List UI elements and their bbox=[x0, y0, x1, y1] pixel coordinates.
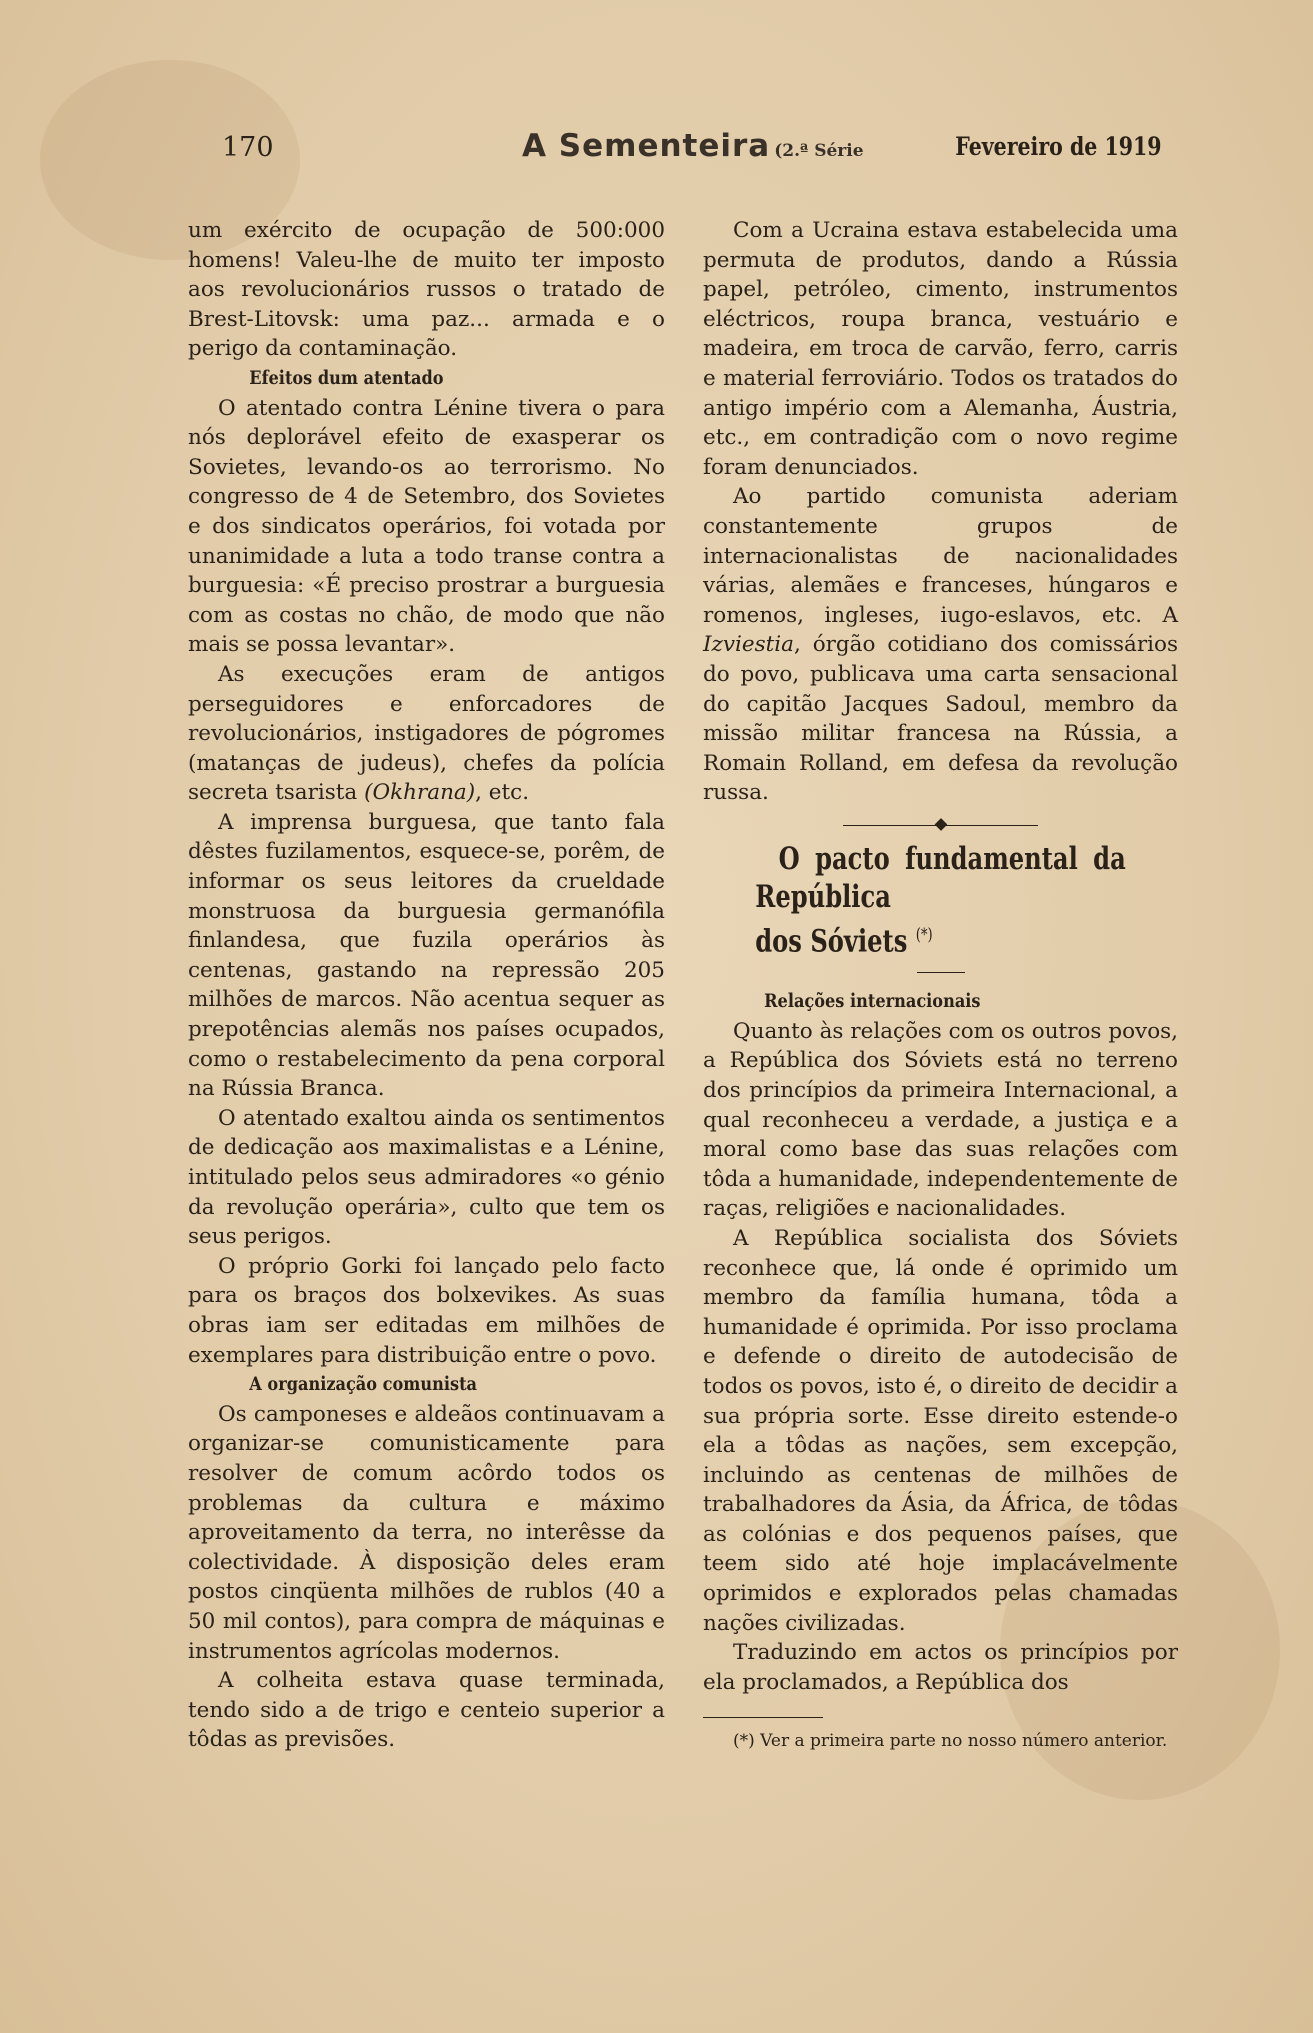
ornamental-divider bbox=[703, 814, 1178, 836]
footnote-mark: (*) bbox=[915, 924, 933, 945]
page-number: 170 bbox=[222, 132, 274, 163]
paragraph: O atentado contra Lénine tivera o para nós deplorável efeito de exasperar os Sovietes, levando-os ao terrorismo. No congresso de 4 de Setembro, dos Sovietes e dos sindicatos operários, foi votada por unanimidade a luta a todo transe contra a burguesia: «É preciso prostrar a burguesia com as costas no chão, de modo que não mais se possa levantar». bbox=[188, 395, 665, 658]
paragraph-text: As execuções eram de antigos perseguidores e enforcadores de revolucionários, instigadores de pógromes (matanças de judeus), chefes da polícia secreta tsarista bbox=[188, 661, 665, 806]
paragraph: Com a Ucraina estava estabelecida uma permuta de produtos, dando a Rússia papel, petróleo, cimento, instrumentos eléctricos, roupa branca, vestuário e madeira, em troca de carvão, ferro, carris e material ferroviário. Todos os tratados do antigo império com a Alemanha, Áustria, etc., em contradição com o novo regime foram denunciados. bbox=[703, 218, 1178, 480]
journal-title bbox=[522, 128, 864, 164]
article-title-line1: O pacto fundamental da República bbox=[755, 840, 1126, 915]
paragraph: A colheita estava quase terminada, tendo sido a de trigo e centeio superior a tôdas as previsões. bbox=[188, 1668, 665, 1753]
paragraph: A imprensa burguesa, que tanto fala dêstes fuzilamentos, esquece-se, porêm, de informar os seus leitores da crueldade monstruosa da burguesia germanófila finlandesa, que fuzila operários às centenas, gastando na repressão 205 milhões de marcos. Não acentua sequer as prepotências alemãs nos países ocupados, como o restabelecimento da pena corporal na Rússia Branca. bbox=[188, 809, 665, 1102]
right-column bbox=[703, 216, 1178, 1753]
paragraph: Os camponeses e aldeãos continuavam a organizar-se comunisticamente para resolver de comum acôrdo todos os problemas da cultura e máximo aproveitamento da terra, no interêsse da colectividade. À disposição deles eram postos cinqüenta milhões de rublos (40 a 50 mil contos), para compra de máquinas e instrumentos agrícolas modernos. bbox=[188, 1401, 665, 1664]
paragraph: um exército de ocupação de 500:000 homens! Valeu-lhe de muito ter imposto aos revolucionários russos o tratado de Brest-Litovsk: uma paz... armada e o perigo da contaminação. bbox=[188, 218, 665, 362]
divider-diamond bbox=[934, 818, 947, 831]
italic-term: (Okhrana) bbox=[364, 780, 476, 806]
paragraph: Quanto às relações com os outros povos, a República dos Sóviets está no terreno dos princípios da primeira Internacional, a qual reconheceu a verdade, a justiça e a moral como base das suas relações com tôda a humanidade, independentemente de raças, religiões e nacionalidades. bbox=[703, 1018, 1178, 1222]
paragraph-text: Ao partido comunista aderiam constantemente grupos de internacionalistas de nacionalidades várias, alemães e franceses, húngaros e romenos, ingleses, iugo-eslavos, etc. A bbox=[703, 484, 1178, 628]
footnote-rule bbox=[703, 1717, 823, 1718]
italic-term: Izviestia bbox=[703, 632, 794, 658]
paragraph-text: , etc. bbox=[475, 780, 530, 806]
section-subhead: Efeitos dum atentado bbox=[249, 366, 444, 389]
left-column bbox=[188, 216, 665, 1755]
paragraph bbox=[703, 482, 1178, 808]
journal-title-text: A Sementeira bbox=[522, 128, 771, 164]
paragraph: A República socialista dos Sóviets reconhece que, lá onde é oprimido um membro da família humana, tôda a humanidade é oprimida. Por isso proclama e defende o direito de autodecisão de todos os povos, isto é, o direito de decidir a sua própria sorte. Esse direito estende-o ela a tôdas as nações, sem excepção, incluindo as centenas de milhões de trabalhadores da Ásia, da África, de tôdas as colónias e dos pequenos países, que teem sido até hoje implacávelmente oprimidos e explorados pelas chamadas nações civilizadas. bbox=[703, 1225, 1178, 1636]
issue-date: Fevereiro de 1919 bbox=[955, 132, 1162, 161]
footnote: (*) Ver a primeira parte no nosso número anterior. bbox=[733, 1731, 1168, 1752]
paragraph: Traduzindo em actos os princípios por ela proclamados, a República dos bbox=[703, 1640, 1178, 1695]
section-subhead: A organização comunista bbox=[249, 1373, 478, 1396]
series-label: (2.ª Série bbox=[774, 141, 864, 161]
paragraph-text: , órgão cotidiano dos comissários do povo, publicava uma carta sensacional do capitão Jacques Sadoul, membro da missão militar francesa na Rússia, a Romain Rolland, em defesa da revolução russa. bbox=[703, 632, 1178, 806]
article-title bbox=[755, 840, 1126, 960]
paragraph: O atentado exaltou ainda os sentimentos de dedicação aos maximalistas e a Lénine, intitulado pelos seus admiradores «o génio da revolução operária», culto que tem os seus perigos. bbox=[188, 1105, 665, 1250]
paragraph: O próprio Gorki foi lançado pelo facto para os braços dos bolxevikes. As suas obras iam ser editadas em milhões de exemplares para distribuição entre o povo. bbox=[188, 1253, 665, 1368]
short-rule bbox=[917, 972, 965, 973]
section-subhead: Relações internacionais bbox=[764, 990, 981, 1013]
article-title-line2: dos Sóviets bbox=[755, 923, 908, 960]
paragraph bbox=[188, 660, 665, 808]
page-header bbox=[222, 128, 1162, 168]
